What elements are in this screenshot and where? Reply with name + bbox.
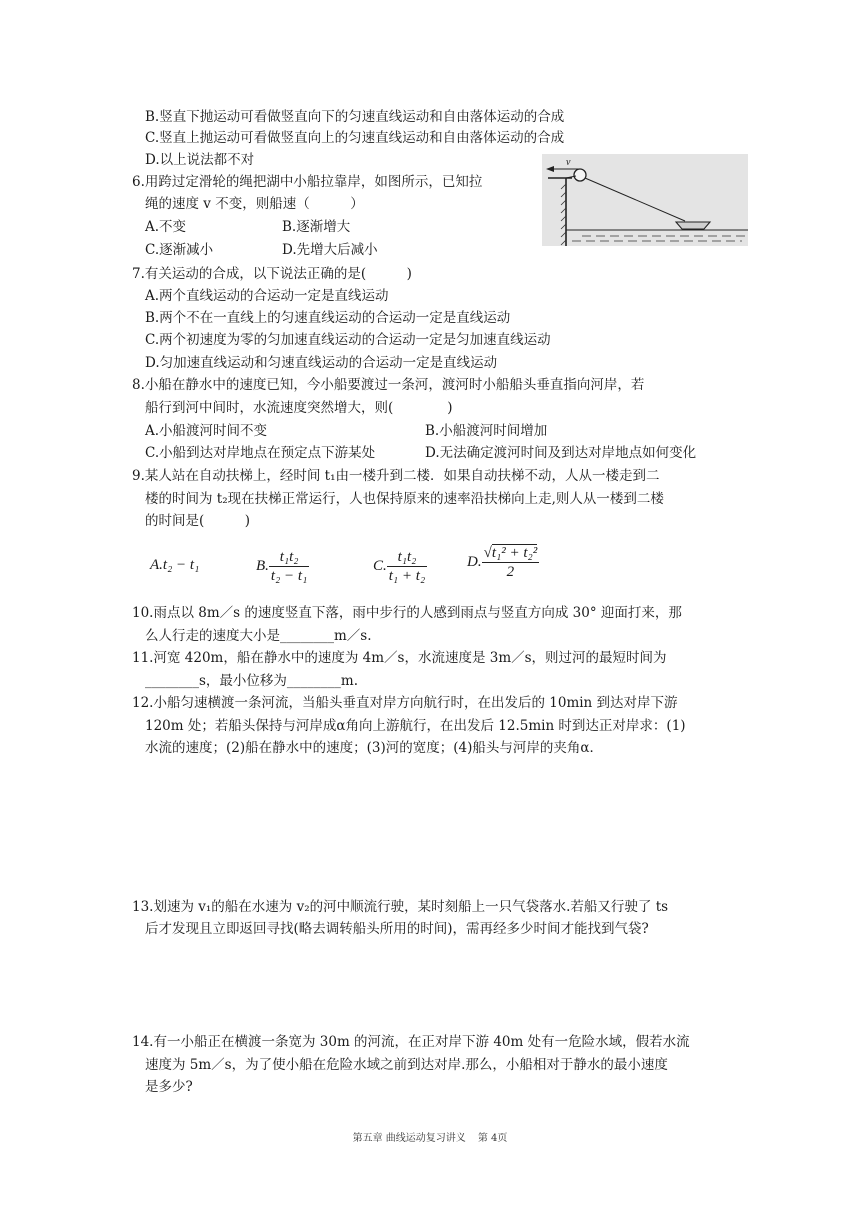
q7-option-a: A.两个直线运动的合运动一定是直线运动 bbox=[145, 288, 389, 304]
q8-option-c: C.小船到达对岸地点在预定点下游某处 bbox=[145, 445, 376, 461]
q13-line1: 13.划速为 v₁的船在水速为 v₂的河中顺流行驶，某时刻船上一只气袋落水.若船又行驶了 ts bbox=[132, 899, 669, 915]
q9-option-d-fraction bbox=[482, 544, 540, 581]
q8-option-a: A.小船渡河时间不变 bbox=[145, 423, 268, 439]
q9-option-b-denominator: t₂ − t₁ bbox=[270, 568, 308, 584]
q7-option-d: D.匀加速直线运动和匀速直线运动的合运动一定是直线运动 bbox=[145, 355, 498, 371]
q5-option-b: B.竖直下抛运动可看做竖直向下的匀速直线运动和自由落体运动的合成 bbox=[145, 109, 565, 125]
q9-option-d-label: D. bbox=[467, 554, 482, 570]
q9-option-a bbox=[150, 557, 199, 574]
q9-option-c bbox=[373, 548, 427, 585]
q9-option-c-denominator: t₁ + t₂ bbox=[388, 568, 426, 584]
q6-option-b: B.逐渐增大 bbox=[282, 219, 351, 235]
q7-stem: 7.有关运动的合成，以下说法正确的是( ) bbox=[132, 266, 412, 282]
q5-option-c: C.竖直上抛运动可看做竖直向上的匀速直线运动和自由落体运动的合成 bbox=[145, 130, 565, 146]
q12-line3: 水流的速度；(2)船在静水中的速度；(3)河的宽度；(4)船头与河岸的夹角α． bbox=[145, 740, 603, 756]
q6-option-c: C.逐渐减小 bbox=[145, 242, 214, 258]
q10-line2: 么人行走的速度大小是________m／s. bbox=[145, 628, 372, 644]
q9-stem-line3: 的时间是( ) bbox=[145, 513, 251, 529]
q9-option-b-label: B. bbox=[256, 558, 269, 574]
q12-line1: 12.小船匀速横渡一条河流，当船头垂直对岸方向航行时，在出发后的 10min 到达对岸下游 bbox=[132, 695, 678, 711]
sqrt-sign: √ bbox=[483, 545, 492, 561]
q7-option-b: B.两个不在一直线上的匀速直线运动的合运动一定是直线运动 bbox=[145, 310, 511, 326]
q9-option-d bbox=[467, 544, 539, 581]
page-footer bbox=[0, 1129, 860, 1144]
boat bbox=[676, 222, 710, 229]
q6-stem-line1: 6.用跨过定滑轮的绳把湖中小船拉靠岸，如图所示，已知拉 bbox=[132, 174, 483, 190]
q8-option-b: B.小船渡河时间增加 bbox=[425, 423, 548, 439]
q9-option-c-fraction bbox=[387, 548, 427, 585]
q10-line1: 10.雨点以 8m／s 的速度竖直下落，雨中步行的人感到雨点与竖直方向成 30° 迎面打来，那 bbox=[132, 605, 682, 621]
q7-option-c: C.两个初速度为零的匀加速直线运动的合运动一定是匀加速直线运动 bbox=[145, 332, 551, 348]
q9-option-a-label: A. bbox=[150, 557, 163, 573]
q9-option-b-numerator: t₁t₂ bbox=[269, 548, 309, 567]
q9-option-c-label: C. bbox=[373, 558, 387, 574]
q12-line2: 120m 处；若船头保持与河岸成α角向上游航行，在出发后 12.5min 时到达正对岸求：(1) bbox=[145, 718, 686, 734]
velocity-label: v bbox=[566, 157, 571, 168]
figure-background bbox=[542, 154, 748, 246]
footer-chapter: 第五章 曲线运动复习讲义 bbox=[352, 1133, 466, 1144]
q9-option-d-radicand: t₁² + t₂² bbox=[491, 545, 538, 561]
q14-line2: 速度为 5m／s，为了使小船在危险水域之前到达对岸.那么，小船相对于静水的最小速度 bbox=[145, 1057, 668, 1073]
pulley bbox=[574, 169, 586, 181]
q9-option-b bbox=[256, 548, 309, 585]
q14-line1: 14.有一小船正在横渡一条宽为 30m 的河流，在正对岸下游 40m 处有一危险水域，假若水流 bbox=[132, 1034, 690, 1050]
q9-option-d-denominator: 2 bbox=[506, 564, 515, 580]
q8-stem-line1: 8.小船在静水中的速度已知，今小船要渡过一条河，渡河时小船船头垂直指向河岸，若 bbox=[132, 377, 645, 393]
q13-line2: 后才发现且立即返回寻找(略去调转船头所用的时间)，需再经多少时间才能找到气袋? bbox=[145, 921, 649, 937]
q14-line3: 是多少? bbox=[145, 1079, 193, 1095]
q5-option-d: D.以上说法都不对 bbox=[145, 152, 255, 168]
q6-stem-line2: 绳的速度 v 不变，则船速（ ） bbox=[145, 196, 364, 212]
pulley-boat-figure bbox=[542, 154, 748, 246]
q9-option-a-expr: t₂ − t₁ bbox=[162, 557, 200, 573]
q6-option-a: A.不变 bbox=[145, 219, 187, 235]
q9-option-c-numerator: t₁t₂ bbox=[387, 548, 427, 567]
q11-line2: ________s，最小位移为________m. bbox=[145, 673, 359, 689]
q9-option-b-fraction bbox=[269, 548, 309, 585]
q8-stem-line2: 船行到河中间时，水流速度突然增大，则( ) bbox=[145, 400, 453, 416]
q8-option-d: D.无法确定渡河时间及到达对岸地点如何变化 bbox=[425, 445, 697, 461]
q9-stem-line2: 楼的时间为 t₂现在扶梯正常运行，人也保持原来的速率沿扶梯向上走,则人从一楼到二楼 bbox=[145, 491, 664, 507]
footer-page-number: 第 4页 bbox=[477, 1133, 508, 1144]
q9-option-d-numerator bbox=[482, 544, 540, 563]
q11-line1: 11.河宽 420m，船在静水中的速度为 4m／s，水流速度是 3m／s，则过河的最短时间为 bbox=[132, 650, 667, 666]
q9-stem-line1: 9.某人站在自动扶梯上，经时间 t₁由一楼升到二楼．如果自动扶梯不动，人从一楼走到二 bbox=[132, 468, 660, 484]
q6-option-d: D.先增大后减小 bbox=[282, 242, 378, 258]
